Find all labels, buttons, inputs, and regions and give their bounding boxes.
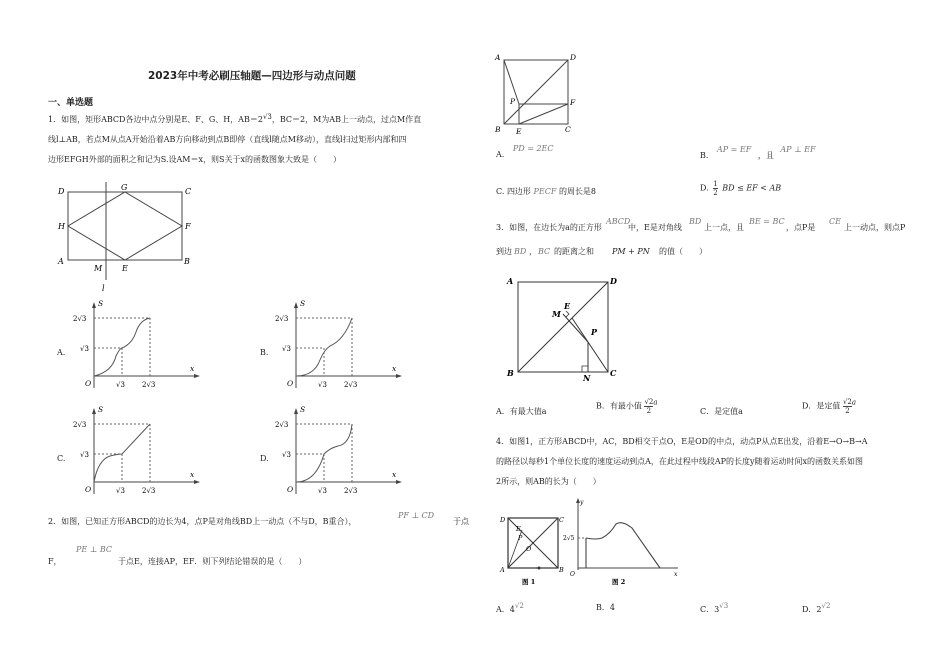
q2-opt-c-it: PECF	[533, 187, 557, 196]
q3-line1c: 上一点，且	[704, 223, 744, 232]
q1b-y1: 2√3	[275, 315, 289, 323]
q1-label-g: G	[121, 183, 128, 192]
q2-option-c	[496, 186, 596, 197]
section-heading: 一、单选题	[48, 98, 94, 108]
q3-opt-b-a: a	[653, 398, 658, 407]
q2-opt-b-expr1: AP = EF	[716, 145, 752, 154]
q1a-x1: √3	[116, 381, 125, 389]
q3-line2d: 的值（ ）	[659, 247, 707, 256]
q2-option-a	[496, 144, 554, 159]
q1-graph-b	[274, 298, 404, 390]
q3-bd: BD	[689, 217, 702, 226]
q4-fig2-o: O	[570, 571, 575, 578]
q3-bc: BC	[538, 247, 551, 256]
q2-label-e: E	[516, 127, 522, 136]
q2-text-2	[48, 545, 478, 572]
q3-option-c: C．是定值a	[700, 407, 743, 416]
q3-label-d: D	[610, 276, 617, 286]
q1c-o: O	[85, 485, 92, 494]
q1a-o: O	[85, 379, 92, 388]
q4-label-b: B	[559, 566, 564, 574]
q2-label-c: C	[565, 125, 571, 134]
q3-line2b: ，	[529, 247, 537, 256]
q3-square-figure	[504, 272, 624, 384]
q1a-s: S	[98, 299, 104, 308]
q1-graph-c	[72, 404, 202, 496]
q1-label-h: H	[58, 222, 65, 231]
q4-option-c: C．3√3	[700, 602, 729, 614]
q3-label-p: P	[591, 327, 598, 337]
q4-text	[496, 432, 928, 492]
q1-label-l: l	[102, 284, 105, 293]
q4-option-b: B．4	[596, 603, 615, 612]
q1a-x2: 2√3	[142, 381, 156, 389]
q4-label-e: E	[516, 525, 521, 533]
q4-label-c: C	[559, 516, 564, 524]
q1a-y1: 2√3	[73, 315, 87, 323]
q2-opt-c-pre: 四边形	[506, 187, 531, 196]
q1-graph-d	[274, 404, 404, 496]
q3-line1e: 上一动点，则点P	[844, 223, 906, 232]
q4-opt-c-radicand: 3	[723, 602, 729, 610]
q4-figure-2	[562, 494, 682, 588]
q1b-o: O	[287, 379, 294, 388]
q2-line1: 2．如图，已知正方形ABCD的边长为4，点P是对角线BD上一动点（不与D，B重合），	[48, 517, 357, 526]
q3-option-b	[596, 398, 696, 415]
q2-opt-d-label: D.	[700, 183, 709, 193]
q1d-x1: √3	[318, 487, 327, 495]
q3-opt-b-den: 2	[646, 407, 652, 415]
page-title: 2023年中考必刷压轴题—四边形与动点问题	[148, 70, 356, 82]
q1-line1: 1．如图，矩形ABCD各边中点分别是E、F、G、H，AB＝2	[48, 115, 263, 124]
q4-line1: 4．如图1，正方形ABCD中，AC，BD相交于点O，E是OD的中点，动点P从点E出发，沿着E→O→B→A	[496, 437, 868, 446]
q1-label-e: E	[122, 264, 128, 273]
q4-line2: 的路径以每秒1个单位长度的速度运动到点A，在此过程中线段AP的长度y随着运动时间x的函数关系如图	[496, 457, 864, 466]
q3-line1a: 3．如图，在边长为a的正方形	[496, 223, 602, 232]
q4-fig2-y: y	[580, 499, 584, 506]
q4-label-o: O	[526, 545, 532, 553]
q3-label-b: B	[507, 368, 514, 378]
q1a-y2: √3	[80, 345, 89, 353]
q3-label-a: A	[507, 276, 514, 286]
q3-opt-d-num: √2	[842, 398, 852, 406]
q1c-y1: 2√3	[73, 421, 87, 429]
q1c-x1: √3	[116, 487, 125, 495]
q1d-o: O	[287, 485, 294, 494]
q1-label-d: D	[58, 187, 65, 196]
q2-text	[48, 512, 478, 532]
q3-opt-d-text: D．是定值	[802, 401, 841, 411]
q1c-x: x	[190, 470, 195, 479]
q4-figure-1	[496, 512, 566, 588]
q4-opt-a-text: A．4	[496, 605, 515, 614]
q3-line2a: 到边	[496, 247, 512, 256]
q1-sqrt3: 3	[267, 113, 272, 121]
q2-option-d	[700, 180, 781, 197]
q4-fig1-caption: 图 1	[522, 578, 536, 586]
q3-label-e: E	[564, 301, 571, 311]
q2-opt-a-expr: PD = 2EC	[512, 144, 554, 153]
q1d-s: S	[300, 405, 306, 414]
q2-opt-c-post: 的周长是8	[558, 187, 597, 196]
q2-line1b: 于点	[453, 517, 469, 526]
q2-perp1: PF ⊥ CD	[398, 511, 435, 520]
q1-graph-a	[72, 298, 202, 390]
q2-label-d: D	[570, 53, 577, 62]
q2-opt-d-frac	[713, 180, 717, 197]
q2-opt-b-mid: ，且	[757, 151, 774, 160]
q2-label-a: A	[495, 53, 501, 62]
q1d-y2: √3	[282, 451, 291, 459]
q1d-x: x	[392, 470, 397, 479]
q2-opt-b-label: B.	[700, 151, 709, 160]
q2-opt-a-label: A.	[496, 150, 505, 159]
q1d-x2: 2√3	[344, 487, 358, 495]
q1b-y2: √3	[282, 345, 291, 353]
q4-label-a: A	[500, 566, 505, 574]
q1b-s: S	[300, 299, 306, 308]
q3-abcd: ABCD	[606, 217, 631, 226]
q3-label-n: N	[583, 373, 591, 383]
q3-opt-d-a: a	[851, 398, 857, 407]
q3-line1b: 中，E是对角线	[628, 223, 682, 232]
q2-square-figure	[492, 50, 582, 138]
q1c-s: S	[98, 405, 104, 414]
q3-pm-pn: PM + PN	[612, 247, 650, 256]
q4-fig2-x: x	[674, 571, 678, 578]
q2-line2a: F，	[48, 557, 62, 566]
q2-label-b: B	[495, 125, 501, 134]
q1a-x: x	[190, 364, 195, 373]
q1-option-b-label: B.	[260, 348, 269, 357]
q3-option-a: A．有最大值a	[496, 407, 547, 416]
q1-rectangle-figure	[56, 180, 196, 295]
q3-label-m: M	[552, 309, 561, 319]
q3-line2c: 的距离之和	[554, 247, 594, 256]
q3-opt-b-text: B．有最小值	[596, 401, 642, 411]
q4-option-d: D．2√2	[802, 602, 831, 614]
q2-opt-d-den: 2	[713, 189, 718, 197]
q4-label-d: D	[500, 516, 506, 524]
q4-fig2-yv: 2√5	[563, 535, 575, 542]
q1b-x: x	[392, 364, 397, 373]
q3-text	[496, 218, 926, 262]
q2-label-p: P	[510, 97, 516, 106]
q1-text: 1．如图，矩形ABCD各边中点分别是E、F、G、H，AB＝2√3，BC＝2，M为AB上一动点，过点M作直 线l⊥AB，若点M从点A开始沿着AB方向移动到点B即停（直线l随点M移动），直线l扫过矩形内部和四 边形EFGH外部的面积之和记为S.设AM＝x，则S关于x的函数图象大致是（ ）	[48, 107, 478, 170]
q2-line2b: 于点E，连接AP，EF．则下列结论错误的是（ ）	[118, 557, 307, 566]
q1-option-a-label: A.	[57, 348, 66, 357]
q3-ce: CE	[829, 217, 841, 226]
q1-line2: 线l⊥AB，若点M从点A开始沿着AB方向移动到点B即停（直线l随点M移动），直线l扫过矩形内部和四	[48, 135, 407, 144]
q1d-y1: 2√3	[275, 421, 289, 429]
q1-line3: 边形EFGH外部的面积之和记为S.设AM＝x，则S关于x的函数图象大致是（ ）	[48, 155, 341, 164]
q1-label-b: B	[184, 257, 190, 266]
q4-opt-d-radicand: 2	[825, 602, 831, 610]
q1c-y2: √3	[80, 451, 89, 459]
q2-label-f: F	[570, 98, 576, 107]
q4-line3: 2所示，则AB的长为（ ）	[496, 477, 601, 486]
q3-opt-b-num: √2	[644, 398, 654, 406]
q3-opt-d-den: 2	[845, 407, 850, 415]
q1-label-m: M	[94, 264, 103, 273]
q2-option-b	[700, 145, 816, 161]
q1-label-c: C	[185, 187, 192, 196]
q2-opt-d-num: 1	[713, 180, 718, 188]
q1b-x1: √3	[318, 381, 327, 389]
q2-opt-d-expr: BD ≤ EF < AB	[722, 183, 782, 193]
q3-opt-d-frac	[843, 398, 852, 415]
q4-fig2-caption: 图 2	[612, 578, 626, 586]
q4-opt-d-text: D．2	[802, 605, 822, 614]
q4-opt-a-radicand: 2	[519, 602, 524, 610]
q1-option-c-label: C.	[57, 454, 66, 463]
q2-opt-c-label: C.	[496, 187, 505, 196]
q3-be: BE = BC	[749, 217, 785, 226]
q2-perp2: PE ⊥ BC	[76, 545, 112, 554]
q1b-x2: 2√3	[344, 381, 358, 389]
q1-label-a: A	[58, 257, 64, 266]
q1-label-f: F	[185, 222, 191, 231]
q3-line1d: ，点P是	[786, 223, 816, 232]
q1-option-d-label: D.	[260, 454, 269, 463]
q2-opt-b-expr2: AP ⊥ EF	[780, 145, 816, 154]
q4-option-a: A．4√2	[496, 602, 524, 614]
q3-label-c: C	[610, 368, 617, 378]
q3-bd-2: BD	[514, 247, 527, 256]
q1c-x2: 2√3	[142, 487, 156, 495]
q3-option-d	[802, 398, 912, 415]
q1-line1b: ，BC＝2，M为AB上一动点，过点M作直	[271, 115, 422, 124]
q4-opt-c-text: C．3	[700, 605, 720, 614]
q4-label-p: P	[518, 534, 523, 542]
